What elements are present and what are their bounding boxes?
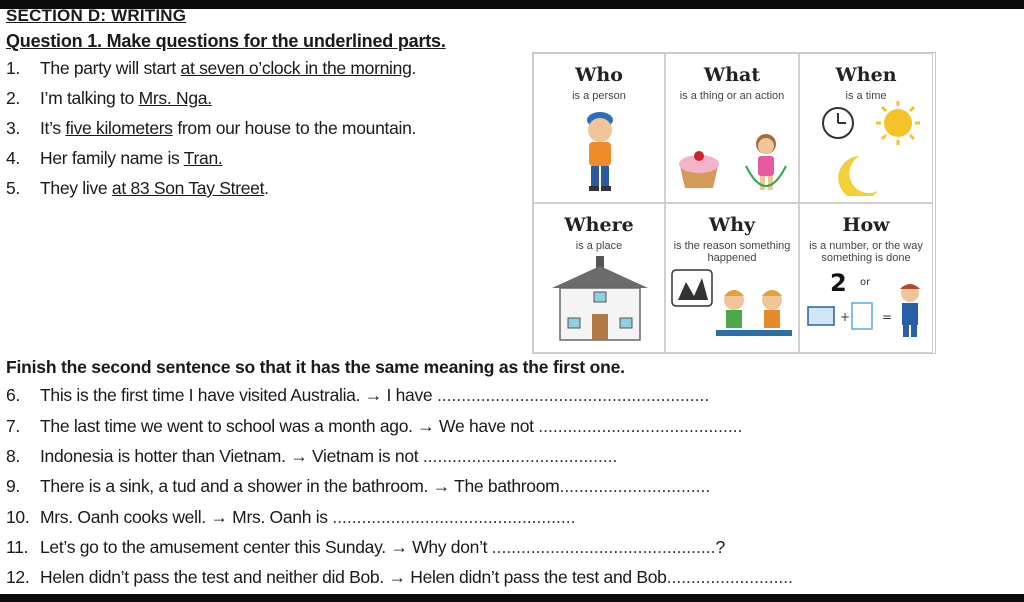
cake-and-girl-icon — [666, 126, 800, 196]
item-text: Let’s go to the amusement center this Sunday. → Why don’t — [40, 537, 492, 557]
item-text: The last time we went to school was a month ago. → We have not — [40, 416, 539, 436]
rewrite-item — [6, 416, 742, 437]
rewrite-item — [6, 507, 575, 528]
how-or: or — [860, 277, 871, 288]
underlined-part: at seven o’clock in the morning — [180, 58, 412, 78]
wh-desc: is a person — [572, 90, 626, 102]
section-title: SECTION D: WRITING — [6, 6, 187, 25]
underlined-part: Tran. — [183, 148, 223, 168]
wh-question-chart — [532, 52, 936, 354]
how-number: 2 — [830, 269, 847, 297]
item-number: 6. — [6, 385, 20, 405]
answer-blank[interactable]: ........................................ — [422, 446, 618, 466]
children-crying-icon — [666, 256, 800, 346]
how-equals: = — [882, 310, 893, 324]
wh-cell-what — [665, 53, 799, 203]
underlined-part: five kilometers — [65, 118, 173, 138]
item-number: 9. — [6, 476, 20, 496]
wh-word: How — [842, 214, 890, 236]
q1-item — [6, 178, 269, 199]
wh-desc: is a number, or the way something is done — [809, 240, 923, 264]
rewrite-item — [6, 567, 793, 588]
number-and-equation-icon — [800, 261, 934, 346]
item-text: Her family name is — [40, 148, 184, 168]
wh-desc: is a place — [575, 240, 623, 252]
item-text: They live — [40, 178, 112, 198]
answer-blank[interactable]: .......................... — [666, 567, 794, 587]
item-tail: ? — [715, 537, 725, 557]
q1-item — [6, 58, 416, 79]
item-text: Indonesia is hotter than Vietnam. → Vietnam is not — [40, 446, 423, 466]
item-number: 2. — [6, 88, 20, 108]
item-text: I’m talking to — [40, 88, 139, 108]
item-text-end: from our house to the mountain. — [172, 118, 417, 138]
item-text-end: . — [264, 178, 269, 198]
item-number: 3. — [6, 118, 20, 138]
item-text: Mrs. Oanh cooks well. → Mrs. Oanh is — [40, 507, 333, 527]
wh-cell-where — [533, 203, 665, 353]
answer-blank[interactable]: .......................................... — [538, 416, 743, 436]
answer-blank[interactable]: .............................................. — [491, 537, 716, 557]
boy-icon — [534, 106, 666, 196]
how-plus: + — [840, 310, 851, 324]
q1-item — [6, 88, 212, 109]
rewrite-item — [6, 446, 617, 467]
item-text: It’s — [40, 118, 66, 138]
wh-cell-when — [799, 53, 933, 203]
answer-blank[interactable]: ............................... — [559, 476, 711, 496]
wh-cell-why — [665, 203, 799, 353]
item-text: There is a sink, a tud and a shower in the bathroom. → The bathroom — [40, 476, 560, 496]
item-number: 5. — [6, 178, 20, 198]
bottom-border — [0, 594, 1024, 602]
wh-word: What — [703, 64, 761, 86]
wh-desc: is a time — [845, 90, 887, 102]
wh-word: Where — [564, 214, 634, 236]
item-number: 12. — [6, 567, 30, 587]
wh-cell-how — [799, 203, 933, 353]
answer-blank[interactable]: .................................................. — [332, 507, 576, 527]
item-number: 7. — [6, 416, 20, 436]
q1-item — [6, 118, 416, 139]
item-number: 8. — [6, 446, 20, 466]
wh-desc: is the reason something happened — [673, 240, 791, 264]
rewrite-item — [6, 537, 725, 558]
finish-instructions: Finish the second sentence so that it has the same meaning as the first one. — [6, 357, 625, 377]
underlined-part: at 83 Son Tay Street — [111, 178, 265, 198]
school-building-icon — [534, 254, 666, 346]
underlined-part: Mrs. Nga. — [138, 88, 212, 108]
item-text-end: . — [411, 58, 417, 78]
item-text: The party will start — [40, 58, 181, 78]
q1-item — [6, 148, 222, 169]
clock-sun-moon-icon — [800, 101, 934, 196]
wh-word: When — [835, 64, 897, 86]
wh-word: Who — [575, 64, 623, 86]
item-text: Helen didn’t pass the test and neither did Bob. → Helen didn’t pass the test and Bob — [40, 567, 667, 587]
answer-blank[interactable]: ........................................................ — [436, 385, 710, 405]
wh-cell-who — [533, 53, 665, 203]
wh-word: Why — [708, 214, 756, 236]
item-number: 11. — [6, 537, 29, 557]
item-text: This is the first time I have visited Australia. → I have — [40, 385, 437, 405]
item-number: 4. — [6, 148, 20, 168]
question1-title: Question 1. Make questions for the underlined parts. — [6, 31, 446, 51]
item-number: 1. — [6, 58, 20, 78]
rewrite-item — [6, 476, 710, 497]
rewrite-item — [6, 385, 709, 406]
item-number: 10. — [6, 507, 30, 527]
wh-desc: is a thing or an action — [679, 90, 785, 102]
